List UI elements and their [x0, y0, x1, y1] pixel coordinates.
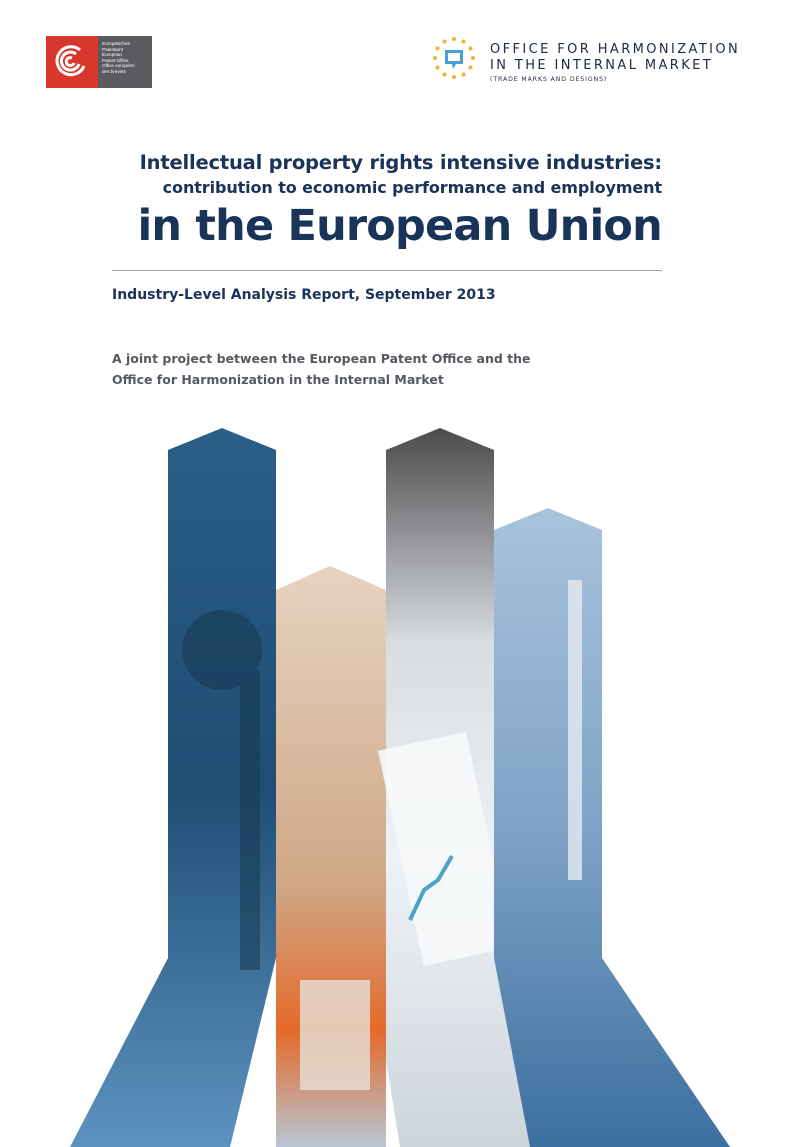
title-divider: [112, 270, 662, 271]
epo-line: Europäisches: [102, 41, 130, 46]
epo-line: Office européen: [102, 63, 135, 69]
epo-line: Patent Office: [102, 57, 129, 63]
cover-arrows-illustration: [0, 420, 800, 1147]
report-title: [110, 150, 662, 252]
arrow-shape-industry: [70, 428, 276, 1147]
ohim-line3: (TRADE MARKS AND DESIGNS): [490, 76, 608, 83]
ohim-name-text: [490, 42, 740, 83]
ohim-logo: [430, 34, 740, 86]
title-line3: in the European Union: [137, 201, 662, 251]
report-subtitle: Industry-Level Analysis Report, September 2013: [112, 287, 496, 303]
arrow-shape-retail: [276, 566, 386, 1147]
ohim-line1: OFFICE FOR HARMONIZATION: [490, 42, 741, 57]
epo-logo: [46, 36, 152, 88]
title-line2: contribution to economic performance and employment: [162, 178, 662, 197]
epo-name-text: [98, 36, 152, 88]
epo-mark-icon: [46, 36, 98, 88]
joint-line1: A joint project between the European Patent Office and the: [112, 351, 531, 366]
arrow-shape-laboratory: [494, 508, 730, 1147]
joint-project-text: [112, 348, 531, 390]
ohim-line2: IN THE INTERNAL MARKET: [490, 58, 714, 73]
epo-line: des brevets: [102, 68, 126, 74]
epo-line: Patentamt: [102, 46, 123, 52]
joint-line2: Office for Harmonization in the Internal Market: [112, 372, 444, 387]
epo-line: European: [102, 52, 122, 58]
title-line1: Intellectual property rights intensive industries:: [139, 151, 662, 174]
ohim-stars-icon: [430, 34, 478, 82]
